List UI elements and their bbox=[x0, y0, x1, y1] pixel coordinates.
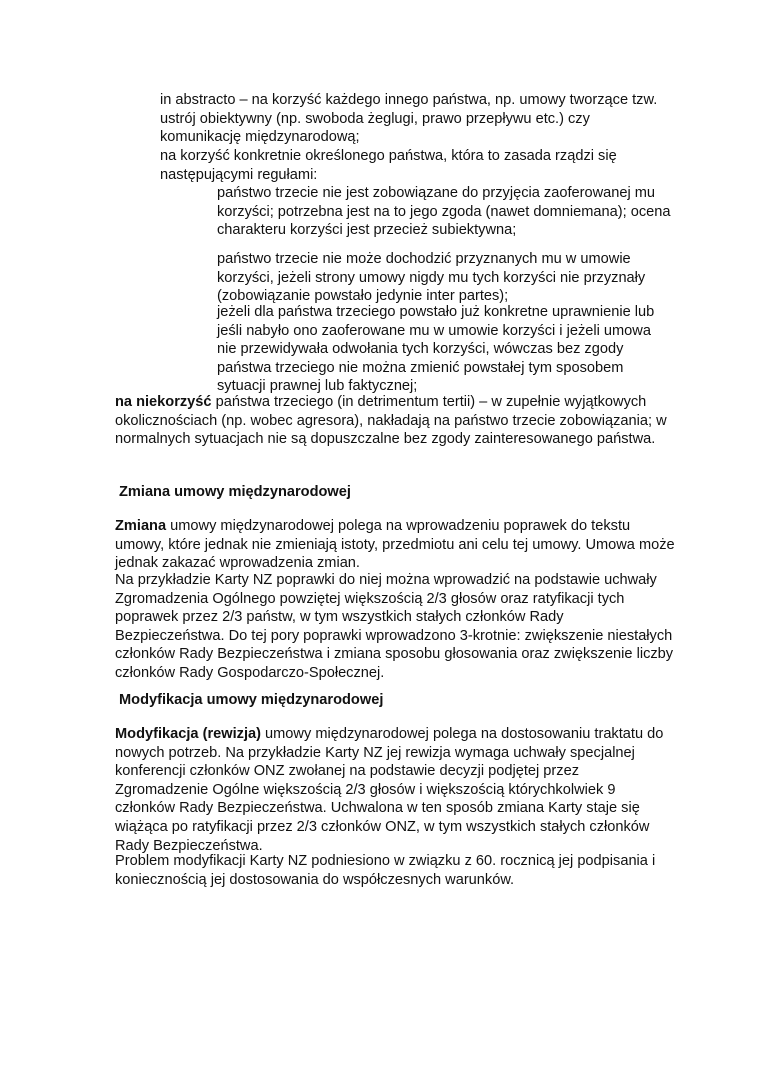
list-item-in-abstracto: in abstracto – na korzyść każdego innego państwa, np. umowy tworzące tzw. ustrój obiektywny (np. swoboda żeglugi, prawo przepływu etc.) czy komunikację międzynarodową; bbox=[160, 92, 658, 146]
paragraph-zmiana-definition bbox=[115, 517, 675, 573]
paragraph-modyfikacja-problem: Problem modyfikacji Karty NZ podniesiono w związku z 60. rocznicą jej podpisania i koniecznością jej dostosowania do współczesnych warunków. bbox=[115, 853, 656, 888]
heading-modyfikacja: Modyfikacja umowy międzynarodowej bbox=[119, 692, 384, 708]
term-modyfikacja: Modyfikacja (rewizja) bbox=[115, 726, 261, 742]
paragraph-modyfikacja-text: umowy międzynarodowej polega na dostosowaniu traktatu do nowych potrzeb. Na przykładzie Karty NZ jej rewizja wymaga uchwały specjalnej konferencji członków ONZ zwołanej na podstawie decyzji podjętej przez Zgromadzenie Ogólne większością 2/3 głosów i większością którychkolwiek 9 członków Rady Bezpieczeństwa. Uchwalona w ten sposób zmiana Karty staje się wiążąca po ratyfikacji przez 2/3 członków ONZ, w tym wszystkich stałych członków Rady Bezpieczeństwa. bbox=[115, 726, 664, 854]
heading-zmiana: Zmiana umowy międzynarodowej bbox=[119, 484, 351, 500]
paragraph-zmiana-text: umowy międzynarodowej polega na wprowadzeniu poprawek do tekstu umowy, które jednak nie zmieniają istoty, przedmiotu ani celu tej umowy. Umowa może jednak zakazać wprowadzenia zmian. bbox=[115, 518, 675, 572]
term-niekorzysc: na niekorzyść bbox=[115, 394, 212, 410]
paragraph-niekorzysc-text: państwa trzeciego (in detrimentum tertii) – w zupełnie wyjątkowych okolicznościach (np. wobec agresora), nakładają na państwo trzecie zobowiązania; w normalnych sytuacjach nie są dopuszczalne bez zgody zainteresowanego państwa. bbox=[115, 394, 667, 448]
list-item-konkretne-panstwo: na korzyść konkretnie określonego państwa, która to zasada rządzi się następującymi regułami: bbox=[160, 148, 617, 183]
sub-item-uprawnienie: jeżeli dla państwa trzeciego powstało już konkretne uprawnienie lub jeśli nabyło ono zaoferowane mu w umowie korzyści i jeżeli umowa nie przewidywała odwołania tych korzyści, wówczas bez zgody państwa trzeciego nie można zmienić powstałej tym sposobem sytuacji prawnej lub faktycznej; bbox=[217, 304, 655, 395]
sub-item-dochodzenie: państwo trzecie nie może dochodzić przyznanych mu w umowie korzyści, jeżeli strony umowy nigdy mu tych korzyści nie przyznały (zobowiązanie powstało jedynie inter partes); bbox=[217, 251, 646, 305]
paragraph-modyfikacja-definition bbox=[115, 725, 675, 855]
sub-item-zgoda: państwo trzecie nie jest zobowiązane do przyjęcia zaoferowanej mu korzyści; potrzebna jest na to jego zgoda (nawet domniemana); ocena charakteru korzyści jest przecież subiektywna; bbox=[217, 185, 671, 239]
term-zmiana: Zmiana bbox=[115, 518, 167, 534]
paragraph-zmiana-karta: Na przykładzie Karty NZ poprawki do niej można wprowadzić na podstawie uchwały Zgromadzenia Ogólnego powziętej większością 2/3 głosów oraz ratyfikacji tych poprawek przez 2/3 państw, w tym wszystkich stałych członków Rady Bezpieczeństwa. Do tej pory poprawki wprowadzono 3-krotnie: zwiększenie niestałych członków Rady Bezpieczeństwa i zmiana sposobu głosowania oraz zwiększenie liczby członków Rady Gospodarczo-Społecznej. bbox=[115, 572, 674, 681]
paragraph-niekorzysc bbox=[115, 393, 675, 449]
